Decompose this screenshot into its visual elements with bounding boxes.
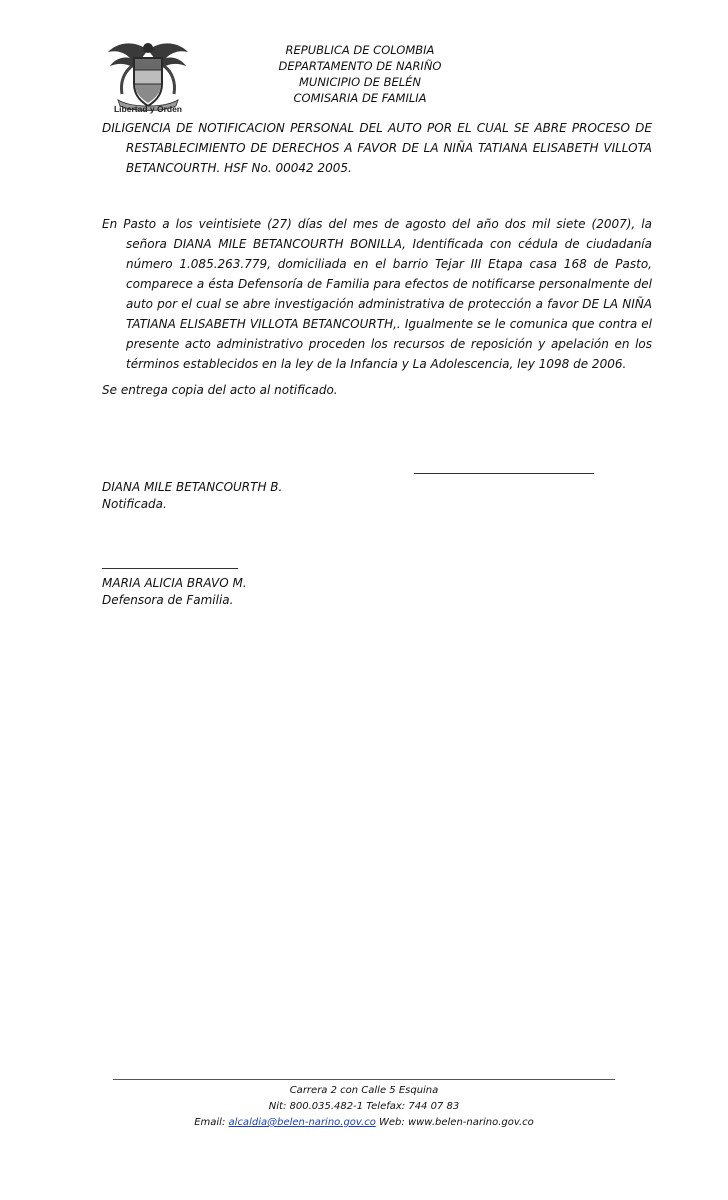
footer-web: Web: www.belen-narino.gov.co [379,1117,534,1128]
signature-line-notified [414,473,594,474]
signature-line-defensora [102,568,238,569]
document-title: DILIGENCIA DE NOTIFICACION PERSONAL DEL AUTO POR EL CUAL SE ABRE PROCESO DE RESTABLECIMIENTO DE DERECHOS A FAVOR DE LA NIÑA TATIANA ELISABETH VILLOTA BETANCOURTH. HSF No. 00042 2005. [102,121,652,175]
document-body: En Pasto a los veintisiete (27) días del mes de agosto del año dos mil siete (2007), la señora DIANA MILE BETANCOURTH BONILLA, Identificada con cédula de ciudadanía número 1.085.263.779, domiciliada en el barrio Tejar III Etapa casa 168 de Pasto, comparece a ésta Defensoría de Familia para efectos de notificarse personalmente del auto por el cual se abre investigación administrativa de protección a favor DE LA NIÑA TATIANA ELISABETH VILLOTA BETANCOURTH,. Igualmente se le comunica que contra el presente acto administrativo proceden los recursos de reposición y apelación en los términos establecidos en la ley de la Infancia y La Adolescencia, ley 1098 de 2006. [102,217,652,371]
letterhead-line-municipality: MUNICIPIO DE BELÉN [299,75,421,89]
footer-divider [113,1079,615,1080]
letterhead-line-country: REPUBLICA DE COLOMBIA [285,43,435,57]
footer [100,1083,628,1131]
letterhead [250,42,470,106]
footer-nit: Nit: 800.035.482-1 Telefax: 744 07 83 [268,1101,460,1112]
signer-name-defensora: MARIA ALICIA BRAVO M. [102,576,247,590]
footer-email-label: Email: [194,1117,226,1128]
seal-motto: Libertad y Orden [113,104,182,114]
letterhead-line-department: DEPARTAMENTO DE NARIÑO [278,59,442,73]
signer-name-notified: DIANA MILE BETANCOURTH B. [102,480,283,494]
signer-role-notified: Notificada. [102,497,167,511]
letterhead-line-office: COMISARIA DE FAMILIA [293,91,427,105]
footer-email-link[interactable]: alcaldia@belen-narino.gov.co [228,1117,376,1128]
signer-role-defensora: Defensora de Familia. [102,593,234,607]
footer-contact [100,1115,628,1131]
copy-note: Se entrega copia del acto al notificado. [102,383,338,397]
footer-address: Carrera 2 con Calle 5 Esquina [289,1085,439,1096]
